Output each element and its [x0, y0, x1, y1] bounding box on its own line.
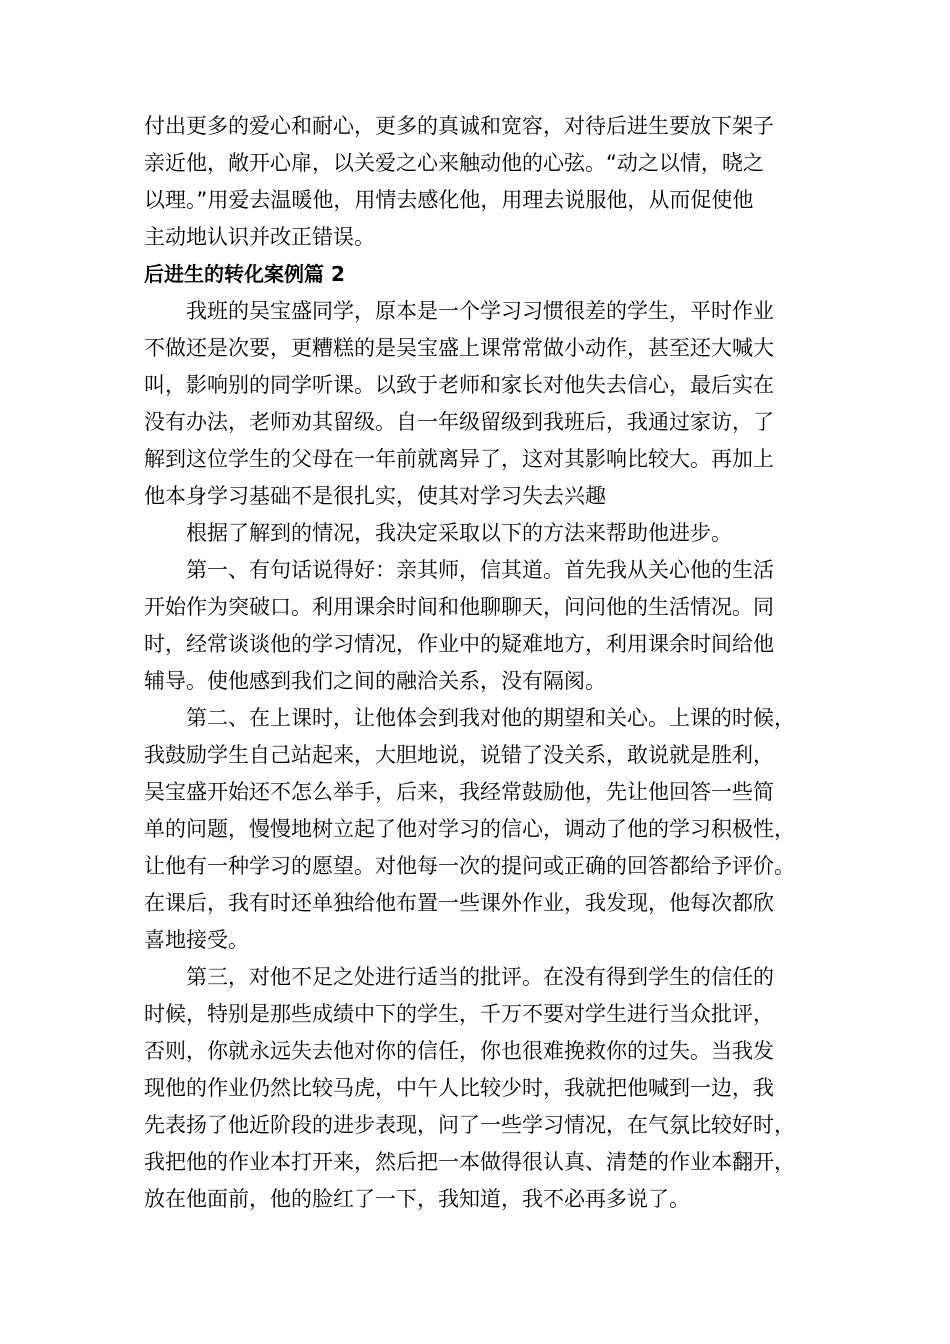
text-line: 在课后，我有时还单独给他布置一些课外作业，我发现，他每次都欣	[144, 891, 774, 915]
text-line: 以理。”用爱去温暖他，用情去感化他，用理去说服他，从而促使他	[144, 188, 754, 212]
text-line: 亲近他，敞开心扉，以关爱之心来触动他的心弦。“动之以情，晓之	[144, 151, 764, 175]
intro-paragraph	[144, 108, 812, 256]
text-line: 放在他面前，他的脸红了一下，我知道，我不必再多说了。	[144, 1187, 690, 1211]
text-line: 先表扬了他近阶段的进步表现，问了一些学习情况，在气氛比较好时，	[144, 1113, 795, 1137]
text-line: 他本身学习基础不是很扎实，使其对学习失去兴趣	[144, 484, 606, 508]
text-line: 我把他的作业本打开来，然后把一本做得很认真、清楚的作业本翻开，	[144, 1150, 795, 1174]
text-line: 我鼓励学生自己站起来，大胆地说，说错了没关系，敢说就是胜利，	[144, 743, 774, 767]
text-line: 不做还是次要，更糟糕的是吴宝盛上课常常做小动作，甚至还大喊大	[144, 336, 774, 360]
text-line: 我班的吴宝盛同学，原本是一个学习习惯很差的学生，平时作业	[186, 299, 774, 323]
paragraph-2	[144, 515, 812, 552]
text-line: 主动地认识并改正错误。	[144, 225, 375, 249]
text-line: 否则，你就永远失去他对你的信任，你也很难挽救你的过失。当我发	[144, 1039, 774, 1063]
text-line: 让他有一种学习的愿望。对他每一次的提问或正确的回答都给予评价。	[144, 854, 795, 878]
text-line: 叫，影响别的同学听课。以致于老师和家长对他失去信心，最后实在	[144, 373, 774, 397]
text-line: 没有办法，老师劝其留级。自一年级留级到我班后，我通过家访，了	[144, 410, 774, 434]
text-line: 现他的作业仍然比较马虎，中午人比较少时，我就把他喊到一边，我	[144, 1076, 774, 1100]
paragraph-1	[144, 293, 812, 515]
text-line: 第一、有句话说得好：亲其师，信其道。首先我从关心他的生活	[186, 558, 774, 582]
paragraph-5	[144, 959, 812, 1218]
document-page	[144, 108, 812, 1218]
paragraph-4	[144, 700, 812, 959]
paragraph-3	[144, 552, 812, 700]
section-heading: 后进生的转化案例篇 2	[144, 262, 345, 286]
text-line: 喜地接受。	[144, 928, 249, 952]
text-line: 付出更多的爱心和耐心，更多的真诚和宽容，对待后进生要放下架子	[144, 114, 774, 138]
text-line: 吴宝盛开始还不怎么举手，后来，我经常鼓励他，先让他回答一些简	[144, 780, 774, 804]
text-line: 第二、在上课时，让他体会到我对他的期望和关心。上课的时候，	[186, 706, 795, 730]
text-line: 第三，对他不足之处进行适当的批评。在没有得到学生的信任的	[186, 965, 774, 989]
text-line: 单的问题，慢慢地树立起了他对学习的信心，调动了他的学习积极性，	[144, 817, 795, 841]
text-line: 辅导。使他感到我们之间的融洽关系，没有隔阂。	[144, 669, 606, 693]
text-line: 时，经常谈谈他的学习情况，作业中的疑难地方，利用课余时间给他	[144, 632, 774, 656]
text-line: 时候，特别是那些成绩中下的学生，千万不要对学生进行当众批评，	[144, 1002, 774, 1026]
text-line: 开始作为突破口。利用课余时间和他聊聊天，问问他的生活情况。同	[144, 595, 774, 619]
text-line: 根据了解到的情况，我决定采取以下的方法来帮助他进步。	[186, 521, 732, 545]
text-line: 解到这位学生的父母在一年前就离异了，这对其影响比较大。再加上	[144, 447, 774, 471]
